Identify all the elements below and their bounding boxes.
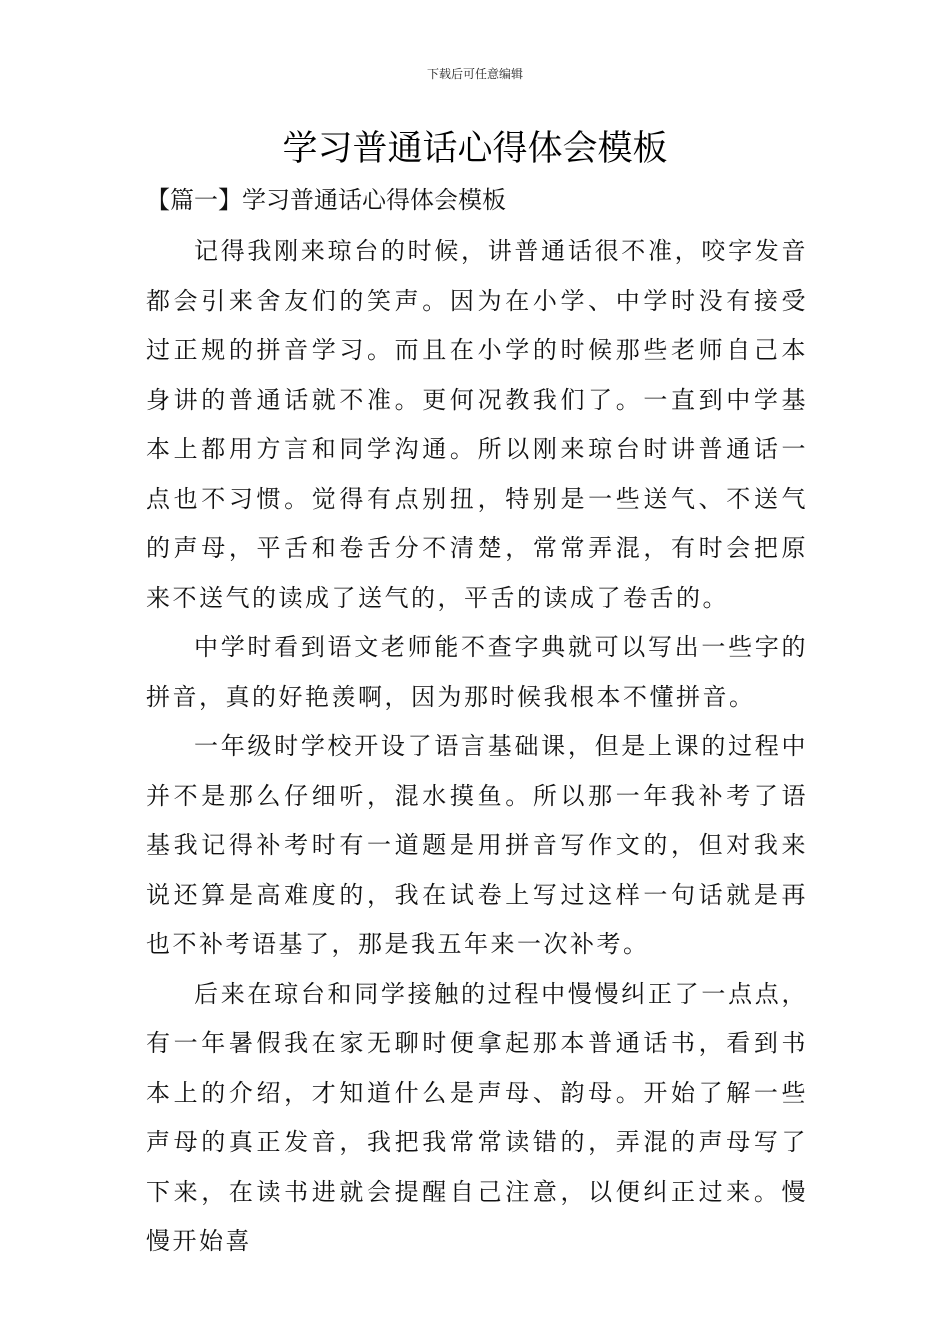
- paragraph-1: 记得我刚来琼台的时候，讲普通话很不准，咬字发音都会引来舍友们的笑声。因为在小学、中学时没有接受过正规的拼音学习。而且在小学的时候那些老师自己本身讲的普通话就不准。更何况教我们了。一直到中学基本上都用方言和同学沟通。所以刚来琼台时讲普通话一点也不习惯。觉得有点别扭，特别是一些送气、不送气的声母，平舌和卷舌分不清楚，常常弄混，有时会把原来不送气的读成了送气的，平舌的读成了卷舌的。: [146, 237, 808, 612]
- header-note: 下载后可任意编辑: [426, 67, 523, 81]
- document-title: 学习普通话心得体会模板: [282, 129, 668, 169]
- paragraph-3: 一年级时学校开设了语言基础课，但是上课的过程中并不是那么仔细听，混水摸鱼。所以那一年我补考了语基我记得补考时有一道题是用拼音写作文的，但对我来说还算是高难度的，我在试卷上写过这样一句话就是再也不补考语基了，那是我五年来一次补考。: [146, 732, 808, 958]
- section-heading: 【篇一】学习普通话心得体会模板: [146, 186, 506, 214]
- paragraph-4: 后来在琼台和同学接触的过程中慢慢纠正了一点点，有一年暑假我在家无聊时便拿起那本普通话书，看到书本上的介绍，才知道什么是声母、韵母。开始了解一些声母的真正发音，我把我常常读错的，弄混的声母写了下来，在读书进就会提醒自己注意，以便纠正过来。慢慢开始喜: [146, 979, 808, 1255]
- body-text: [146, 227, 808, 1267]
- paragraph-2: 中学时看到语文老师能不查字典就可以写出一些字的拼音，真的好艳羡啊，因为那时候我根本不懂拼音。: [146, 633, 808, 711]
